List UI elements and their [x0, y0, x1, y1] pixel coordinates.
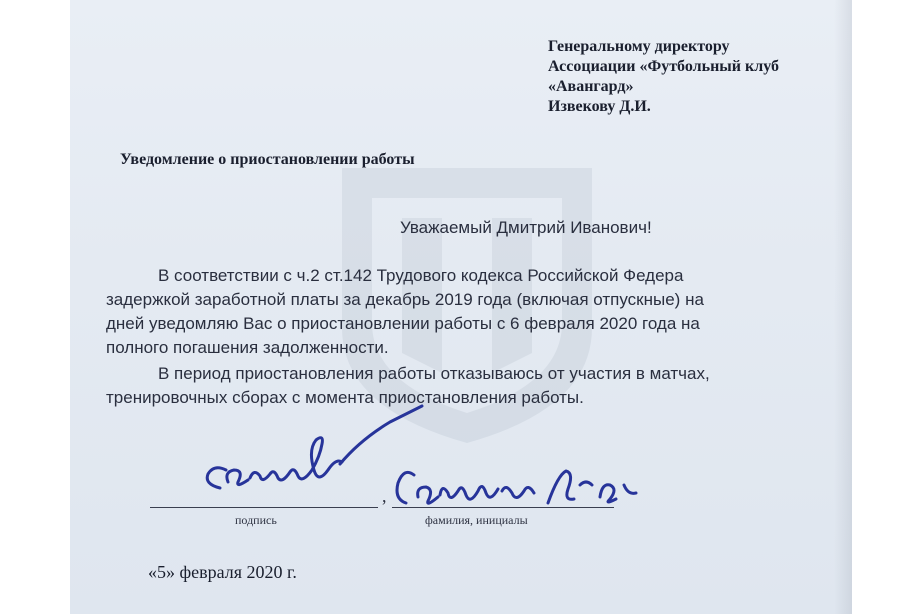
- recipient-line-1: Генеральному директору: [548, 38, 730, 55]
- document-title: Уведомление о приостановлении работы: [120, 151, 415, 168]
- body-line-3: дней уведомляю Вас о приостановлении работы с 6 февраля 2020 года на: [106, 314, 700, 333]
- body-line-2: задержкой заработной платы за декабрь 2019 года (включая отпускные) на: [106, 290, 704, 309]
- body-line-1: В соответствии с ч.2 ст.142 Трудового кодекса Российской Федера: [158, 266, 684, 285]
- recipient-line-3: «Авангард»: [548, 78, 634, 95]
- paper-edge-shadow: [834, 0, 852, 614]
- recipient-line-4: Извекову Д.И.: [548, 98, 651, 115]
- document-sheet: [70, 0, 852, 614]
- signature-caption: подпись: [235, 513, 277, 527]
- name-caption: фамилия, инициалы: [425, 513, 528, 527]
- name-line: [392, 507, 614, 508]
- body-line-5: В период приостановления работы отказываюсь от участия в матчах,: [158, 364, 710, 383]
- recipient-line-2: Ассоциации «Футбольный клуб: [548, 58, 779, 75]
- signature-separator: ,: [382, 486, 387, 506]
- salutation: Уважаемый Дмитрий Иванович!: [400, 218, 652, 237]
- signature-line: [150, 507, 378, 508]
- body-line-4: полного погашения задолженности.: [106, 338, 389, 357]
- body-line-6: тренировочных сборах с момента приостановления работы.: [106, 388, 584, 407]
- document-date: «5» февраля 2020 г.: [148, 562, 297, 582]
